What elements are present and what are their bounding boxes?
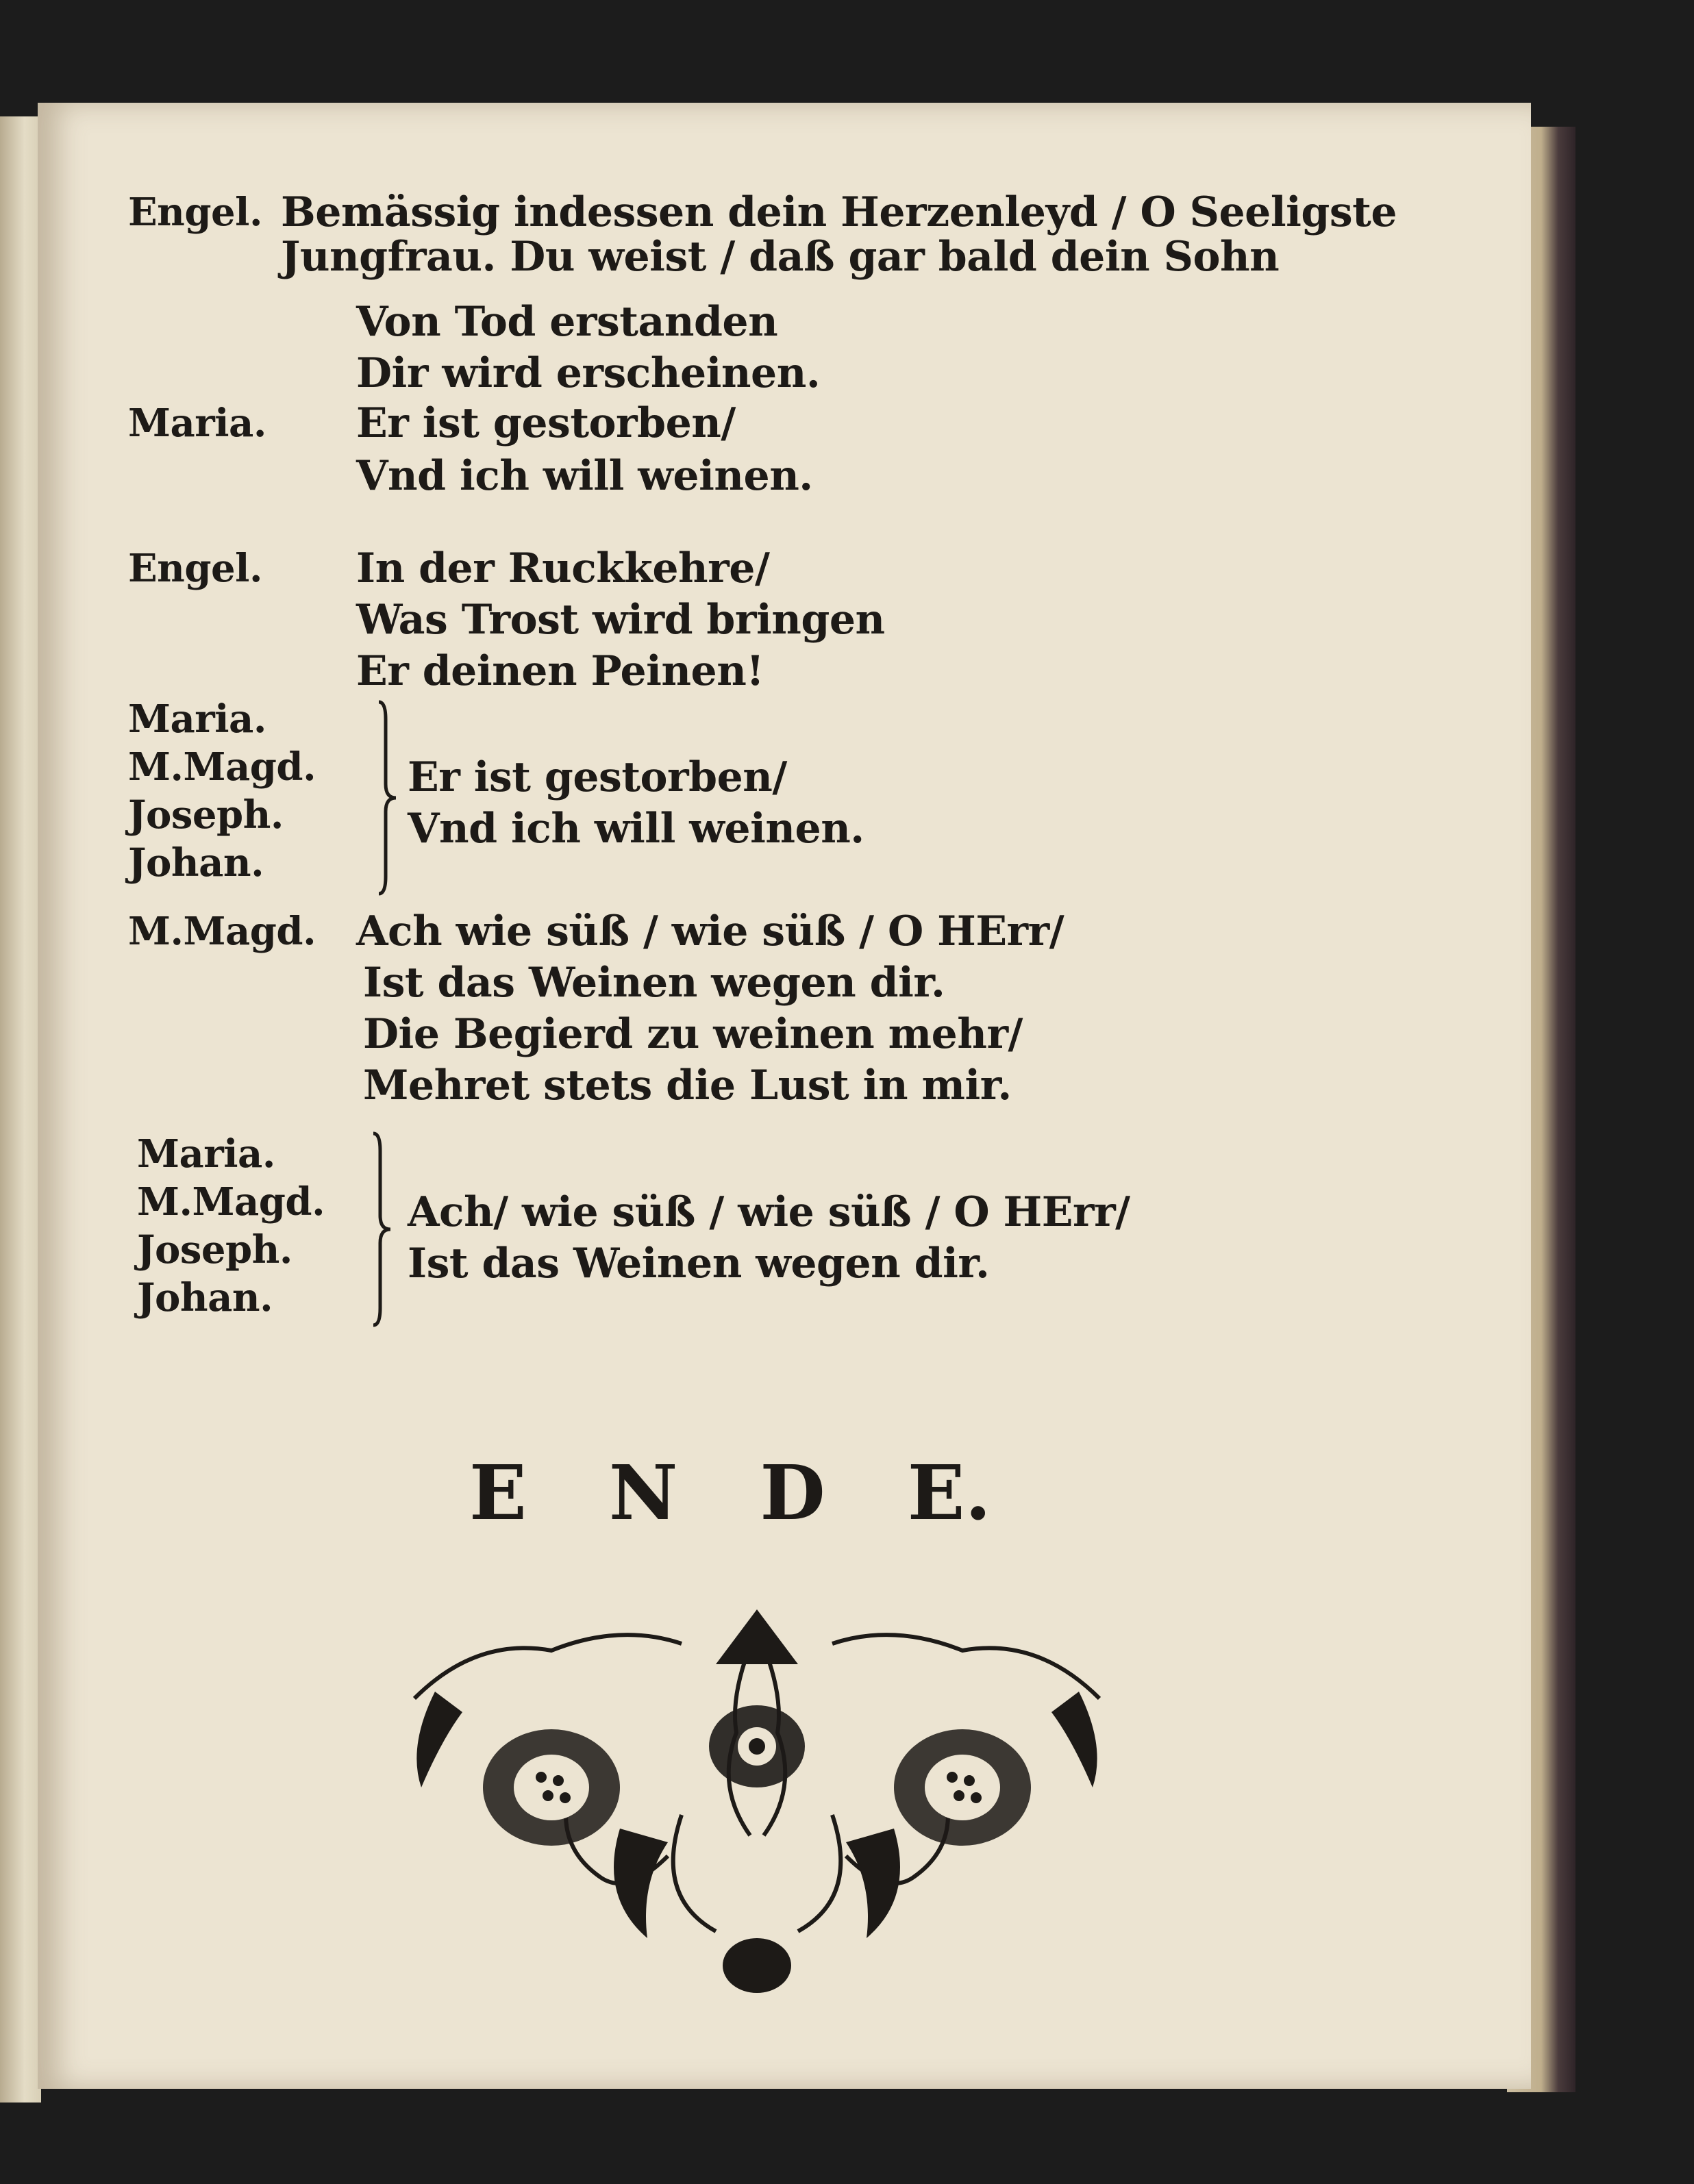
text-line: Von Tod erstanden [356, 298, 778, 346]
text-line: Er deinen Peinen! [356, 647, 764, 695]
speaker-label: Maria. [128, 696, 266, 742]
facing-page-edge [0, 116, 41, 2103]
text-line: Dir wird erscheinen. [356, 349, 821, 397]
text-line: Was Trost wird bringen [356, 596, 885, 644]
curly-brace-icon [360, 1130, 394, 1329]
text-line: Die Begierd zu weinen mehr/ [363, 1010, 1023, 1058]
speaker-label: M.Magd. [137, 1179, 325, 1225]
speaker-label: Maria. [128, 401, 266, 446]
text-line: Jungfrau. Du weist / daß gar bald dein Sohn [281, 233, 1280, 281]
speaker-label: Engel. [128, 546, 262, 591]
ende-letter: N [608, 1448, 678, 1537]
text-line: Bemässig indessen dein Herzenleyd / O Seeligste [281, 188, 1397, 236]
text-line: Ist das Weinen wegen dir. [363, 959, 945, 1007]
text-line: Ach wie süß / wie süß / O HErr/ [356, 907, 1064, 955]
text-line: Ach/ wie süß / wie süß / O HErr/ [408, 1188, 1130, 1236]
text-line: Ist das Weinen wegen dir. [408, 1240, 990, 1288]
speaker-label: Joseph. [137, 1227, 292, 1272]
text-line: Vnd ich will weinen. [408, 805, 864, 853]
ende-letter: E. [907, 1448, 991, 1537]
floral-ornament-icon [394, 1609, 1120, 2007]
speaker-label: Engel. [128, 190, 262, 235]
text-line: Mehret stets die Lust in mir. [363, 1062, 1012, 1109]
speaker-label: Johan. [128, 840, 264, 886]
text-line: In der Ruckkehre/ [356, 544, 770, 592]
speaker-label: Joseph. [128, 792, 284, 838]
ende-heading [469, 1448, 991, 1537]
speaker-label: M.Magd. [128, 909, 316, 954]
book-page [38, 103, 1531, 2089]
curly-brace-icon [365, 699, 399, 897]
text-line: Er ist gestorben/ [408, 753, 787, 801]
ende-letter: E [469, 1448, 527, 1537]
speaker-label: Johan. [137, 1275, 273, 1320]
speaker-label: M.Magd. [128, 744, 316, 790]
ende-letter: D [760, 1448, 825, 1537]
text-line: Vnd ich will weinen. [356, 452, 813, 500]
speaker-label: Maria. [137, 1131, 275, 1177]
text-line: Er ist gestorben/ [356, 399, 736, 447]
